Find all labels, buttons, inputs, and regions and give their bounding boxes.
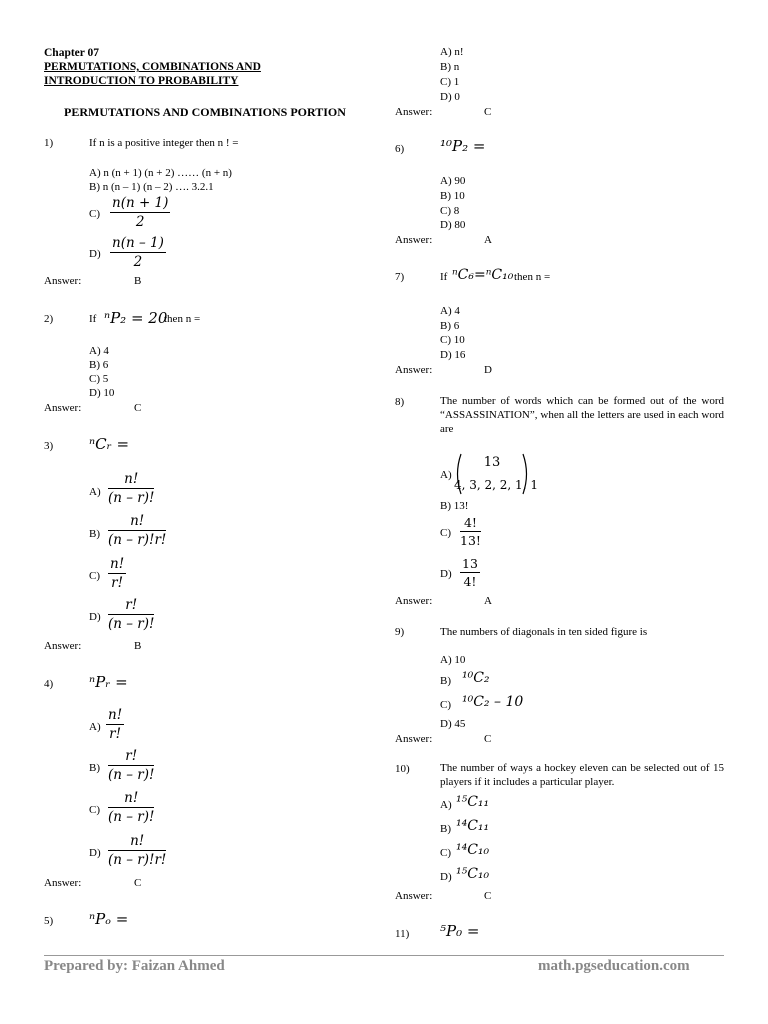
q4-option-d-label: D) bbox=[89, 847, 101, 859]
q6-expression: ¹⁰P₂ = bbox=[440, 137, 486, 155]
q3-option-b-den: (n – r)!r! bbox=[108, 532, 167, 548]
q11-expression: ⁵P₀ = bbox=[440, 922, 480, 940]
q8-option-c-label: C) bbox=[440, 527, 451, 539]
q2-answer-value: C bbox=[134, 402, 142, 414]
q9-option-a: A) 10 bbox=[440, 654, 466, 666]
chapter-title-line2: INTRODUCTION TO PROBABILITY bbox=[44, 75, 239, 87]
q7-option-c: C) 10 bbox=[440, 334, 465, 346]
footer-divider bbox=[44, 955, 724, 956]
q1-option-c-den: 2 bbox=[135, 214, 145, 230]
q4-number: 4) bbox=[44, 678, 54, 690]
q6-option-a: A) 90 bbox=[440, 175, 466, 187]
q4-option-a-den: r! bbox=[109, 726, 121, 742]
q1-answer-value: B bbox=[134, 275, 142, 287]
q3-option-b-label: B) bbox=[89, 528, 100, 540]
q8-answer-value: A bbox=[484, 595, 492, 607]
q5-option-a: A) n! bbox=[440, 46, 464, 58]
q9-option-c-label: C) bbox=[440, 699, 451, 711]
q10-option-d-label: D) bbox=[440, 871, 452, 883]
q8-option-c-num: 4! bbox=[460, 515, 481, 532]
q8-option-a-binomial bbox=[454, 452, 538, 496]
q5-answer-label: Answer: bbox=[395, 106, 433, 118]
q9-option-c-expression: ¹⁰C₂ – 10 bbox=[462, 694, 524, 710]
q4-answer-label: Answer: bbox=[44, 877, 82, 889]
chapter-label: Chapter 07 bbox=[44, 47, 100, 59]
q2-text-pre: If bbox=[89, 313, 97, 325]
q3-option-c-fraction bbox=[108, 557, 126, 591]
q10-option-d-expression: ¹⁵C₁₀ bbox=[456, 866, 490, 882]
q4-option-b-fraction bbox=[108, 749, 154, 783]
q7-text-pre: If bbox=[440, 271, 448, 283]
q4-option-d-den: (n – r)!r! bbox=[108, 852, 167, 868]
q6-option-c: C) 8 bbox=[440, 205, 460, 217]
q10-answer-label: Answer: bbox=[395, 890, 433, 902]
q9-answer-label: Answer: bbox=[395, 733, 433, 745]
chapter-title-line1: PERMUTATIONS, COMBINATIONS AND bbox=[44, 61, 261, 73]
q10-answer-value: C bbox=[484, 890, 492, 902]
q10-option-a-expression: ¹⁵C₁₁ bbox=[456, 794, 490, 810]
q4-option-a-label: A) bbox=[89, 721, 101, 733]
q4-option-c-num: n! bbox=[108, 791, 154, 808]
q3-option-d-num: r! bbox=[108, 598, 154, 615]
q3-option-d-den: (n – r)! bbox=[108, 616, 155, 632]
q6-option-b: B) 10 bbox=[440, 190, 465, 202]
q8-option-a-top: 13 bbox=[483, 455, 501, 470]
q3-option-a-label: A) bbox=[89, 486, 101, 498]
q7-number: 7) bbox=[395, 271, 405, 283]
q5-option-d: D) 0 bbox=[440, 91, 460, 103]
footer-author: Prepared by: Faizan Ahmed bbox=[44, 958, 225, 974]
q4-option-b-label: B) bbox=[89, 762, 100, 774]
q10-option-c-expression: ¹⁴C₁₀ bbox=[456, 842, 490, 858]
q4-option-c-label: C) bbox=[89, 804, 100, 816]
q6-number: 6) bbox=[395, 143, 405, 155]
q4-option-c-fraction bbox=[108, 791, 154, 825]
q9-answer-value: C bbox=[484, 733, 492, 745]
q1-option-a: A) n (n + 1) (n + 2) …… (n + n) bbox=[89, 167, 232, 179]
q3-number: 3) bbox=[44, 440, 54, 452]
q2-option-c: C) 5 bbox=[89, 373, 109, 385]
q7-text-post: then n = bbox=[514, 271, 551, 283]
q3-option-b-num: n! bbox=[108, 514, 166, 531]
q8-option-d-fraction bbox=[460, 556, 480, 590]
section-title: PERMUTATIONS AND COMBINATIONS PORTION bbox=[64, 105, 346, 119]
q1-number: 1) bbox=[44, 137, 54, 149]
q7-option-b: B) 6 bbox=[440, 320, 460, 332]
q5-expression: ⁿPₒ = bbox=[89, 910, 129, 928]
q3-option-a-num: n! bbox=[108, 472, 154, 489]
q5-option-c: C) 1 bbox=[440, 76, 460, 88]
q2-option-d: D) 10 bbox=[89, 387, 115, 399]
q9-option-d: D) 45 bbox=[440, 718, 466, 730]
q5-answer-value: C bbox=[484, 106, 492, 118]
q3-expression: ⁿCᵣ = bbox=[89, 435, 130, 453]
q1-option-d-fraction bbox=[110, 236, 166, 270]
q3-option-d-fraction bbox=[108, 598, 154, 632]
q8-option-a-bottom: 4, 3, 2, 2, 1, 1 bbox=[454, 478, 538, 492]
q7-option-a: A) 4 bbox=[440, 305, 460, 317]
q8-option-a-label: A) bbox=[440, 469, 452, 481]
q4-option-c-den: (n – r)! bbox=[108, 809, 155, 825]
q1-text: If n is a positive integer then n ! = bbox=[89, 137, 239, 149]
q2-text-post: then n = bbox=[164, 313, 201, 325]
q6-option-d: D) 80 bbox=[440, 219, 466, 231]
q10-option-a-label: A) bbox=[440, 799, 452, 811]
q8-option-c-den: 13! bbox=[460, 533, 481, 548]
q3-option-a-den: (n – r)! bbox=[108, 490, 155, 506]
q4-option-d-num: n! bbox=[108, 834, 166, 851]
q8-option-c-fraction bbox=[460, 515, 481, 549]
q2-number: 2) bbox=[44, 313, 54, 325]
q1-option-d-label: D) bbox=[89, 248, 101, 260]
q3-option-a-fraction bbox=[108, 472, 154, 506]
q5-option-b: B) n bbox=[440, 61, 460, 73]
q3-answer-label: Answer: bbox=[44, 640, 82, 652]
q2-option-a: A) 4 bbox=[89, 345, 109, 357]
q4-option-a-num: n! bbox=[108, 707, 123, 723]
q2-expression: ⁿP₂ = 20 bbox=[104, 309, 168, 327]
q9-text: The numbers of diagonals in ten sided figure is bbox=[440, 626, 648, 638]
q5-number: 5) bbox=[44, 915, 54, 927]
q8-text: The number of words which can be formed out of the word “ASSASSINATION”, when all the letters are used in each word are bbox=[440, 395, 724, 435]
q4-answer-value: C bbox=[134, 877, 142, 889]
q4-expression: ⁿPᵣ = bbox=[89, 673, 128, 691]
q10-text: The number of ways a hockey eleven can be selected out of 15 players if it includes a particular player. bbox=[440, 762, 724, 788]
q1-answer-label: Answer: bbox=[44, 275, 82, 287]
q8-number: 8) bbox=[395, 396, 405, 408]
q3-option-c-num: n! bbox=[110, 556, 125, 572]
q10-option-b-expression: ¹⁴C₁₁ bbox=[456, 818, 490, 834]
q2-answer-label: Answer: bbox=[44, 402, 82, 414]
q8-option-d-num: 13 bbox=[462, 556, 478, 571]
q10-option-b-label: B) bbox=[440, 823, 451, 835]
q7-expression: ⁿC₆=ⁿC₁₀ bbox=[452, 267, 514, 283]
q1-option-c-num: n(n + 1) bbox=[112, 195, 169, 211]
q9-number: 9) bbox=[395, 626, 405, 638]
q6-answer-value: A bbox=[484, 234, 492, 246]
q3-answer-value: B bbox=[134, 640, 142, 652]
q11-number: 11) bbox=[395, 928, 410, 940]
q10-option-c-label: C) bbox=[440, 847, 451, 859]
q7-answer-label: Answer: bbox=[395, 364, 433, 376]
q9-option-b-label: B) bbox=[440, 675, 451, 687]
q1-option-d-den: 2 bbox=[133, 254, 143, 270]
q4-option-b-den: (n – r)! bbox=[108, 767, 155, 783]
q1-option-c-label: C) bbox=[89, 208, 100, 220]
q3-option-c-label: C) bbox=[89, 570, 100, 582]
q8-answer-label: Answer: bbox=[395, 595, 433, 607]
q4-option-b-num: r! bbox=[108, 749, 154, 766]
q9-option-b-expression: ¹⁰C₂ bbox=[462, 670, 490, 686]
q4-option-a-fraction bbox=[106, 708, 124, 742]
q7-option-d: D) 16 bbox=[440, 349, 466, 361]
q8-option-d-label: D) bbox=[440, 568, 452, 580]
q1-option-d-num: n(n – 1) bbox=[112, 235, 164, 251]
q3-option-b-fraction bbox=[108, 514, 166, 548]
q4-option-d-fraction bbox=[108, 834, 166, 868]
q3-option-d-label: D) bbox=[89, 611, 101, 623]
q1-option-b: B) n (n – 1) (n – 2) …. 3.2.1 bbox=[89, 181, 214, 193]
q1-option-c-fraction bbox=[110, 196, 170, 230]
q6-answer-label: Answer: bbox=[395, 234, 433, 246]
q2-option-b: B) 6 bbox=[89, 359, 109, 371]
footer-website: math.pgseducation.com bbox=[538, 958, 690, 974]
q3-option-c-den: r! bbox=[111, 575, 123, 591]
q8-option-b: B) 13! bbox=[440, 500, 469, 512]
q8-option-d-den: 4! bbox=[463, 574, 477, 589]
q10-number: 10) bbox=[395, 763, 410, 775]
q7-answer-value: D bbox=[484, 364, 492, 376]
